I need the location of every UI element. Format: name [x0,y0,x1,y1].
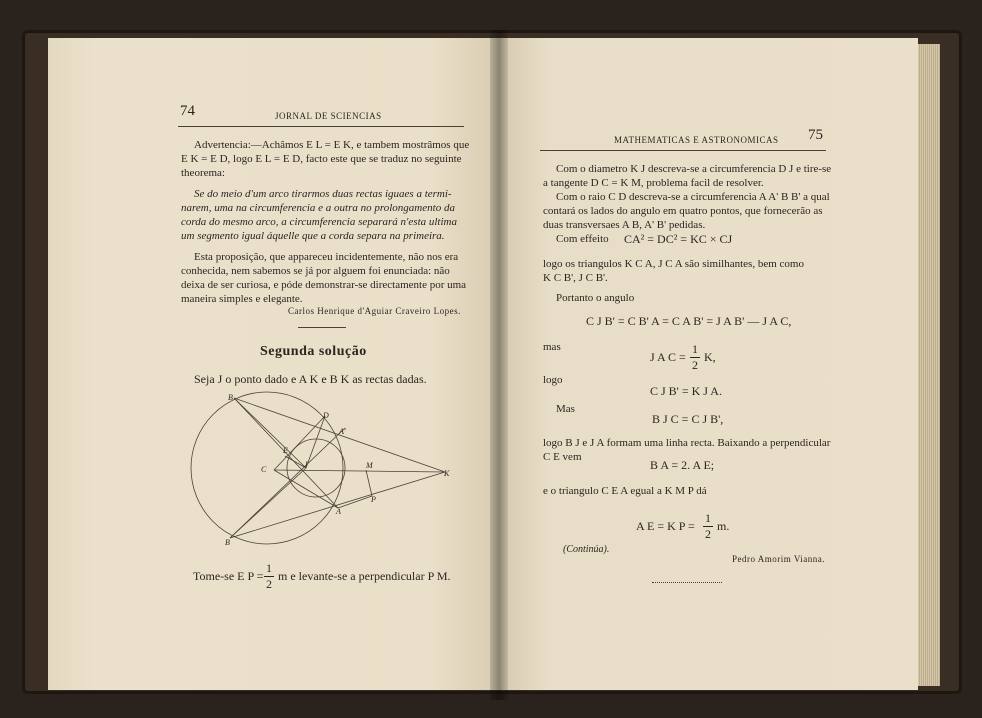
fraction-numerator: 1 [266,561,272,575]
right-p5: e o triangulo C E A egual a K M P dá [543,485,707,497]
theorem-line4: um segmento igual áquelle que a corda separa na primeira. [181,230,445,242]
equation-3-after: K, [704,350,716,364]
right-p2-line1: logo os triangulos K C A, J C A são similhantes, bem como [543,258,804,270]
left-header-rule [178,126,464,127]
equation-3-before: J A C = [650,350,686,364]
right-p1-line6: Com effeito [556,233,609,245]
left-p2-line4: maneira simples e elegante. [181,293,303,305]
right-p1-line2: a tangente D C = K M, problema facil de resolver. [543,177,764,189]
left-running-head: JORNAL DE SCIENCIAS [275,111,382,121]
left-final-after: m e levante-se a perpendicular P M. [278,569,451,583]
left-page [48,38,498,690]
geometry-figure [190,390,462,560]
equation-7-before: A E = K P = [636,519,695,533]
left-p2-line3: deixa de ser curiosa, e póde demonstrar-se directamente por uma [181,279,467,291]
fraction-numerator: 1 [692,342,698,356]
fraction-numerator: 1 [705,511,711,525]
label-e: E [283,446,288,455]
right-p1-line3: Com o raio C D descreva-se a circumferencia A A' B B' a qual [556,191,830,203]
continua-note: (Continúa). [563,544,610,555]
theorem-line1: Se do meio d'um arco tirarmos duas rectas iguaes a termi- [194,188,452,200]
theorem-line3: corda do mesmo arco, a circumferencia separará n'esta ultima [181,216,457,228]
left-p1-line2: E K = E D, logo E L = E D, facto este que se traduz no seguinte [181,153,462,165]
label-b-bottom: B [225,538,230,547]
equation-5: B J C = C J B', [652,412,724,426]
label-a-prime: A' [339,427,346,436]
fraction-denominator: 2 [692,358,698,372]
book-spine [490,30,508,700]
left-separator-rule [298,327,346,328]
left-p2-line1: Esta proposição, que appareceu incidentemente, não nos era [194,251,459,263]
label-m: M [366,461,373,470]
label-c: C [261,465,267,474]
left-signature: Carlos Henrique d'Aguiar Craveiro Lopes. [288,306,461,316]
equation-7-fraction [703,511,713,542]
right-p4-line1: logo B J e J A formam uma linha recta. Baixando a perpendicular [543,437,831,449]
equation-7-after: m. [717,519,730,533]
left-p2-line2: conhecida, nem sabemos se já por alguem foi enunciada: não [181,265,450,277]
equation-4: C J B' = K J A. [650,384,722,398]
right-p3: Portanto o angulo [556,292,635,304]
right-p1-line4: contará os lados do angulo em quatro pontos, que fornecerão as [543,205,823,217]
right-mas-lower: mas [543,341,561,353]
right-signature: Pedro Amorim Vianna. [732,554,826,564]
right-end-rule [652,582,722,584]
label-p: P [371,495,376,504]
section-title: Segunda solução [260,344,367,359]
equation-2: C J B' = C B' A = C A B' = J A B' — J A C, [586,314,792,328]
left-page-number: 74 [180,103,195,119]
label-k: K [444,469,450,478]
page-edges [918,44,940,686]
right-mas-upper: Mas [556,403,575,415]
fraction-denominator: 2 [705,527,711,541]
right-p4-line2: C E vem [543,451,582,463]
right-p1-line5: duas transversaes A B, A' B' pedidas. [543,219,706,231]
fraction-denominator: 2 [266,577,272,591]
equation-6: B A = 2. A E; [650,458,715,472]
label-j: J [304,460,308,469]
right-page-number: 75 [808,127,823,143]
label-b-top: B [228,393,233,402]
right-p1-line1: Com o diametro K J descreva-se a circumferencia D J e tire-se [556,163,832,175]
equation-3-fraction [690,342,700,373]
left-final-before: Tome-se E P = [193,569,264,583]
left-final-fraction [264,561,274,592]
left-p1-line1: Advertencia:—Achâmos E L = E K, e tambem mostrâmos que [194,139,470,151]
right-p2-line2: K C B', J C B'. [543,272,608,284]
label-d: D [323,411,329,420]
second-solution-intro: Seja J o ponto dado e A K e B K as rectas dadas. [194,372,427,386]
theorem-line2: narem, uma na circumferencia e a outra no prolongamento da [181,202,455,214]
right-running-head: MATHEMATICAS E ASTRONOMICAS [614,135,779,145]
right-logo: logo [543,374,563,386]
equation-1: CA² = DC² = KC × CJ [624,232,733,246]
right-header-rule [540,150,826,151]
left-p1-line3: theorema: [181,167,225,179]
label-a: A [336,507,341,516]
